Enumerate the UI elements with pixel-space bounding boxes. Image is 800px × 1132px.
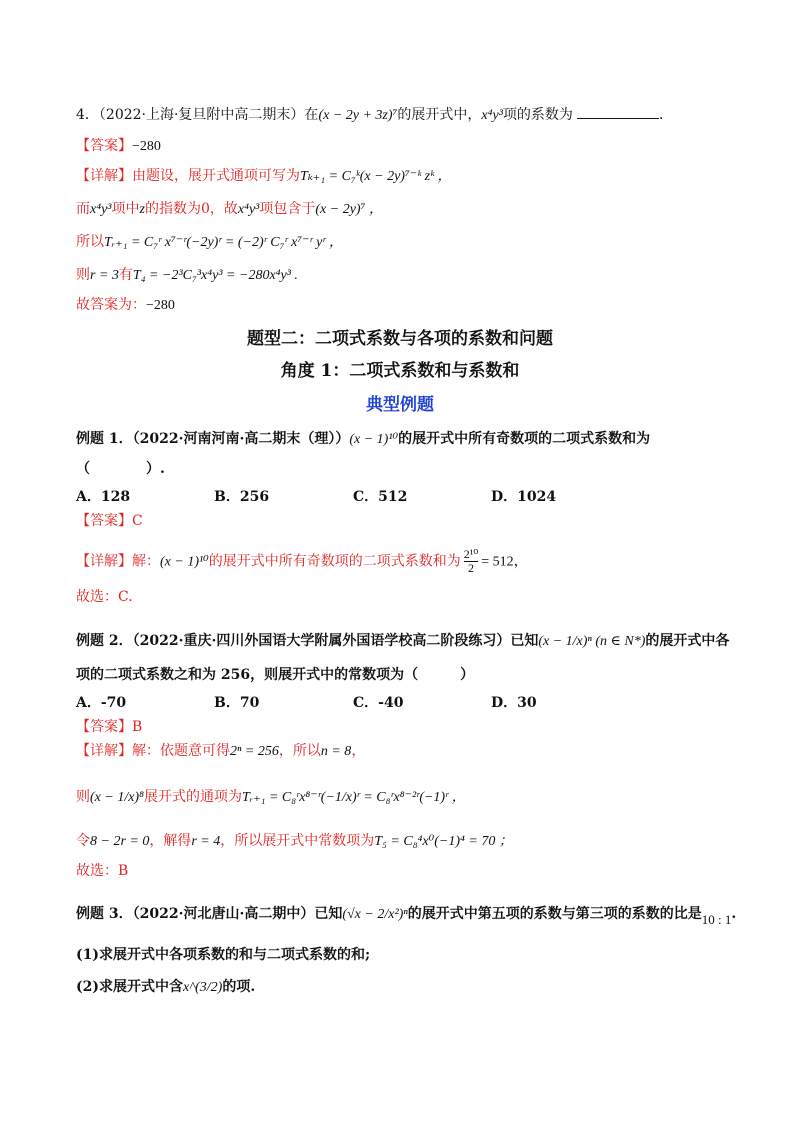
part-2-text-end: 的项. <box>222 979 256 995</box>
detail-formula: n = 8 <box>320 744 352 759</box>
part-2-formula: x^(3/2) <box>183 980 223 995</box>
detail-text: 令 <box>76 833 90 849</box>
example-1-answer <box>76 510 740 532</box>
detail-tag: 【详解】 <box>76 743 132 759</box>
detail-text: 的展开式中所有奇数项的二项式系数和为 <box>208 553 461 570</box>
section-heading: 题型二：二项式系数与各项的系数和问题 <box>247 329 553 349</box>
example-1-option-b: B．256 <box>214 489 270 505</box>
detail-text: 项包含于 <box>259 201 316 217</box>
detail-formula: x⁴y³ <box>90 202 112 217</box>
answer-value: B <box>132 719 143 735</box>
detail-formula: r = 3 <box>90 268 119 283</box>
question-4-detail-line-4 <box>76 264 740 287</box>
detail-text: 由题设，展开式通项可写为 <box>132 168 300 184</box>
example-3-ratio: 10 : 1 <box>701 912 732 927</box>
example-2-stem <box>76 630 740 653</box>
detail-formula: Tₖ₊₁ = C₇ᵏ(x − 2y)⁷⁻ᵏ zᵏ ， <box>300 169 452 184</box>
example-1-paren: （ ）. <box>76 461 165 477</box>
example-2-option-a: A．-70 <box>76 695 127 711</box>
detail-text: 有 <box>118 267 133 283</box>
detail-text: ，所以展开式中常数项为 <box>220 833 375 849</box>
fraction <box>464 548 478 575</box>
detail-formula: z <box>139 202 145 217</box>
example-2-detail-line-1 <box>76 740 740 763</box>
answer-value: C <box>132 513 143 529</box>
question-4-detail-line-1 <box>76 165 740 188</box>
detail-formula: 2ⁿ = 256 <box>230 744 279 759</box>
detail-formula: Tᵣ₊₁ = C₇ʳ x⁷⁻ʳ(−2y)ʳ = (−2)ʳ C₇ʳ x⁷⁻ʳ yʳ ， <box>104 235 343 250</box>
question-4 <box>76 104 740 127</box>
example-2-option-d: D．30 <box>491 695 537 711</box>
example-2-stem-line-2: 项的二项式系数之和为 256，则展开式中的常数项为（ ） <box>76 667 475 683</box>
subsection-heading: 角度 1：二项式系数和与系数和 <box>280 361 520 381</box>
question-4-detail-line-2 <box>76 198 740 221</box>
detail-formula: Tᵣ₊₁ = C₈ʳx⁸⁻ʳ(−1/x)ʳ = C₈ʳx⁸⁻²ʳ(−1)ʳ ， <box>241 790 466 805</box>
question-4-detail-line-5 <box>76 294 740 317</box>
example-3-stem <box>76 903 740 926</box>
example-2-text: 的展开式中各 <box>645 633 730 649</box>
detail-formula: r = 4 <box>191 834 221 849</box>
detail-text: 解：依题意可得 <box>132 743 230 759</box>
question-4-detail-line-3 <box>76 231 740 254</box>
question-4-term: x⁴y³ <box>481 108 503 123</box>
example-3-end: . <box>731 906 737 922</box>
part-2-text: (2)求展开式中含 <box>76 979 183 995</box>
detail-text: 的指数为0，故 <box>144 201 238 217</box>
example-3-part-1: (1)求展开式中各项系数的和与二项式系数的和; <box>76 947 371 963</box>
example-1-label: 例题 1．（2022·河南河南·高二期末（理）） <box>76 431 350 447</box>
detail-text: 所以 <box>76 234 104 250</box>
answer-value: −280 <box>132 139 161 154</box>
detail-formula: (x − 1/x)⁸ <box>90 790 144 805</box>
detail-formula: 8 − 2r = 0 <box>90 834 150 849</box>
detail-text: ，解得 <box>149 833 192 849</box>
answer-tag: 【答案】 <box>76 719 132 735</box>
detail-tag: 【详解】 <box>76 553 132 570</box>
question-4-end: . <box>658 107 664 123</box>
question-4-mid: 的展开式中， <box>397 107 482 123</box>
detail-text: 展开式的通项为 <box>143 789 242 805</box>
example-1-conclusion: 故选：C. <box>76 589 133 605</box>
example-1-option-d: D．1024 <box>491 489 557 505</box>
detail-formula: (x − 1)¹⁰ <box>160 554 209 570</box>
question-4-prefix: 4．（2022·上海·复旦附中高二期末）在 <box>76 107 319 123</box>
example-1-option-a: A．128 <box>76 489 131 505</box>
detail-formula: T₅ = C₈⁴x⁰(−1)⁴ = 70 ； <box>374 834 513 849</box>
detail-text: 故答案为： <box>76 297 146 313</box>
detail-formula: T₄ = −2³C₇³x⁴y³ = −280x⁴y³ . <box>132 268 298 283</box>
detail-value: −280 <box>146 298 175 313</box>
detail-formula: (x − 2y)⁷ ， <box>315 202 383 217</box>
detail-text: 则 <box>76 267 90 283</box>
example-2-option-c: C．-40 <box>353 695 404 711</box>
example-3-expr: (√x − 2/x²)ⁿ <box>342 907 408 922</box>
detail-text: 而 <box>76 201 90 217</box>
detail-text: 解： <box>132 553 160 570</box>
example-2-conclusion: 故选：B <box>76 863 129 879</box>
example-2-detail-line-2 <box>76 786 740 809</box>
example-1-text: 的展开式中所有奇数项的二项式系数和为 <box>398 431 651 447</box>
detail-text: ， <box>351 743 366 759</box>
example-3-label: 例题 3．（2022·河北唐山·高二期中）已知 <box>76 906 343 922</box>
answer-tag: 【答案】 <box>76 513 132 529</box>
example-3-text: 的展开式中第五项的系数与第三项的系数的比是 <box>407 906 702 922</box>
fraction-denominator: 2 <box>464 561 478 575</box>
question-4-suffix: 项的系数为 <box>502 107 573 123</box>
detail-text: 项中 <box>111 201 140 217</box>
detail-text: ，所以 <box>278 743 321 759</box>
detail-text: 则 <box>76 789 90 805</box>
fraction-numerator: 2¹⁰ <box>463 547 479 561</box>
example-1-option-c: C．512 <box>353 489 408 505</box>
example-1-stem <box>76 428 740 451</box>
example-1-detail <box>76 548 740 575</box>
example-2-option-b: B．70 <box>214 695 260 711</box>
question-4-answer <box>76 135 740 158</box>
example-3-part-2 <box>76 976 740 999</box>
example-2-answer <box>76 716 740 738</box>
detail-formula: = 512， <box>481 554 528 570</box>
example-2-detail-line-3 <box>76 830 740 853</box>
detail-tag: 【详解】 <box>76 168 132 184</box>
example-2-expr: (x − 1/x)ⁿ (n ∈ N*) <box>538 634 646 649</box>
answer-tag: 【答案】 <box>76 138 132 154</box>
question-4-expr: (x − 2y + 3z)⁷ <box>318 108 398 123</box>
answer-blank <box>577 104 659 119</box>
example-2-label: 例题 2．（2022·重庆·四川外国语大学附属外国语学校高二阶段练习）已知 <box>76 633 539 649</box>
example-1-expr: (x − 1)¹⁰ <box>349 432 399 447</box>
detail-formula: x⁴y³ <box>237 202 260 217</box>
typical-examples-heading: 典型例题 <box>366 395 434 415</box>
